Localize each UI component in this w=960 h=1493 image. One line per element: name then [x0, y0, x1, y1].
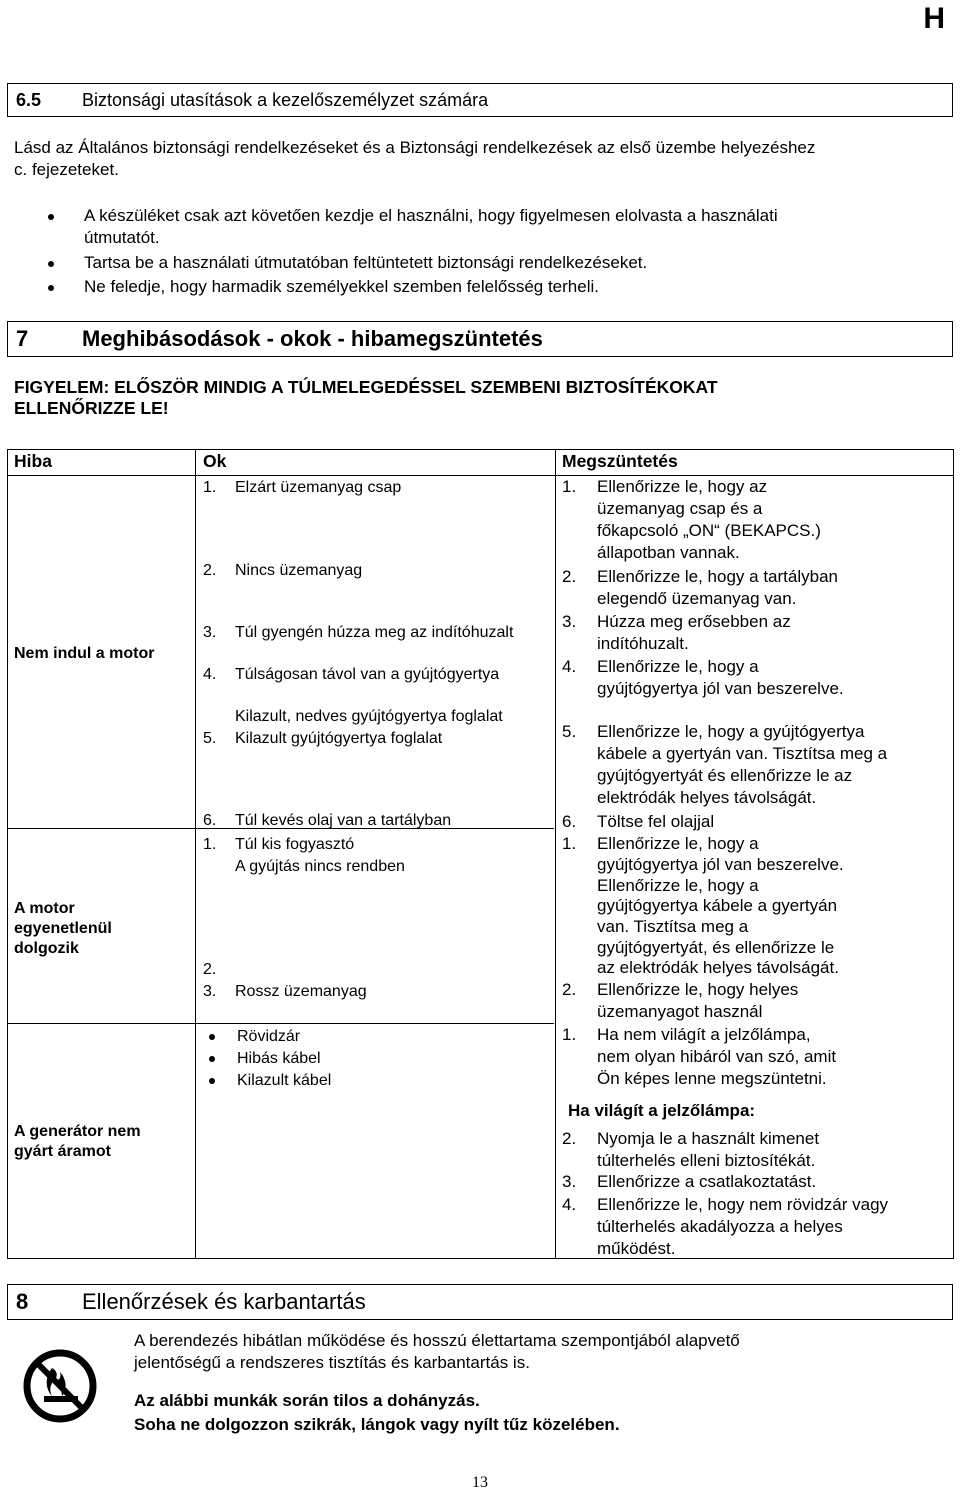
- fault-label: A generátor nem gyárt áramot: [14, 1123, 141, 1160]
- page-number: 13: [472, 1474, 488, 1491]
- intro-line-2: c. fejezeteket.: [14, 160, 119, 179]
- remedy-subheading: Ha világít a jelzőlámpa:: [568, 1101, 756, 1120]
- section-number: 8: [16, 1289, 29, 1314]
- no-smoking-icon: [22, 1348, 98, 1424]
- section-title: Meghibásodások - okok - hibamegszüntetés: [82, 326, 543, 351]
- col-header-fault: Hiba: [14, 451, 52, 471]
- safety-warning: Az alábbi munkák során tilos a dohányzás. Soha ne dolgozzon szikrák, lángok vagy nyílt tűz közelében.: [134, 1391, 620, 1434]
- section-title: Ellenőrzések és karbantartás: [82, 1289, 366, 1314]
- language-marker: H: [923, 2, 946, 35]
- col-header-remedy: Megszüntetés: [562, 451, 678, 471]
- intro-line-1: Lásd az Általános biztonsági rendelkezéseket és a Biztonsági rendelkezések az első üzembe helyezéshez: [14, 138, 816, 157]
- section-7-header: [7, 321, 953, 357]
- overheat-warning: FIGYELEM: ELŐSZÖR MINDIG A TÚLMELEGEDÉSSEL SZEMBENI BIZTOSÍTÉKOKAT ELLENŐRIZZE LE!: [14, 377, 718, 418]
- col-header-cause: Ok: [203, 451, 227, 471]
- section-number: 6.5: [16, 89, 42, 110]
- bullet-icon: [48, 285, 54, 291]
- bullet-icon: [209, 1056, 215, 1062]
- fault-label: A motor egyenetlenül dolgozik: [14, 900, 112, 957]
- bullet-icon: [209, 1034, 215, 1040]
- fault-label: Nem indul a motor: [14, 645, 155, 662]
- bullet-icon: [209, 1078, 215, 1084]
- section-8-header: [7, 1284, 953, 1320]
- maintenance-paragraph: A berendezés hibátlan működése és hosszú élettartama szempontjából alapvető jelentőségű a rendszeres tisztítás és karbantartás is.: [134, 1331, 740, 1372]
- section-number: 7: [16, 326, 29, 351]
- bullet-icon: [48, 214, 54, 220]
- section-6-5-header: [7, 83, 953, 117]
- bullet-icon: [48, 261, 54, 267]
- section-title: Biztonsági utasítások a kezelőszemélyzet számára: [82, 89, 489, 110]
